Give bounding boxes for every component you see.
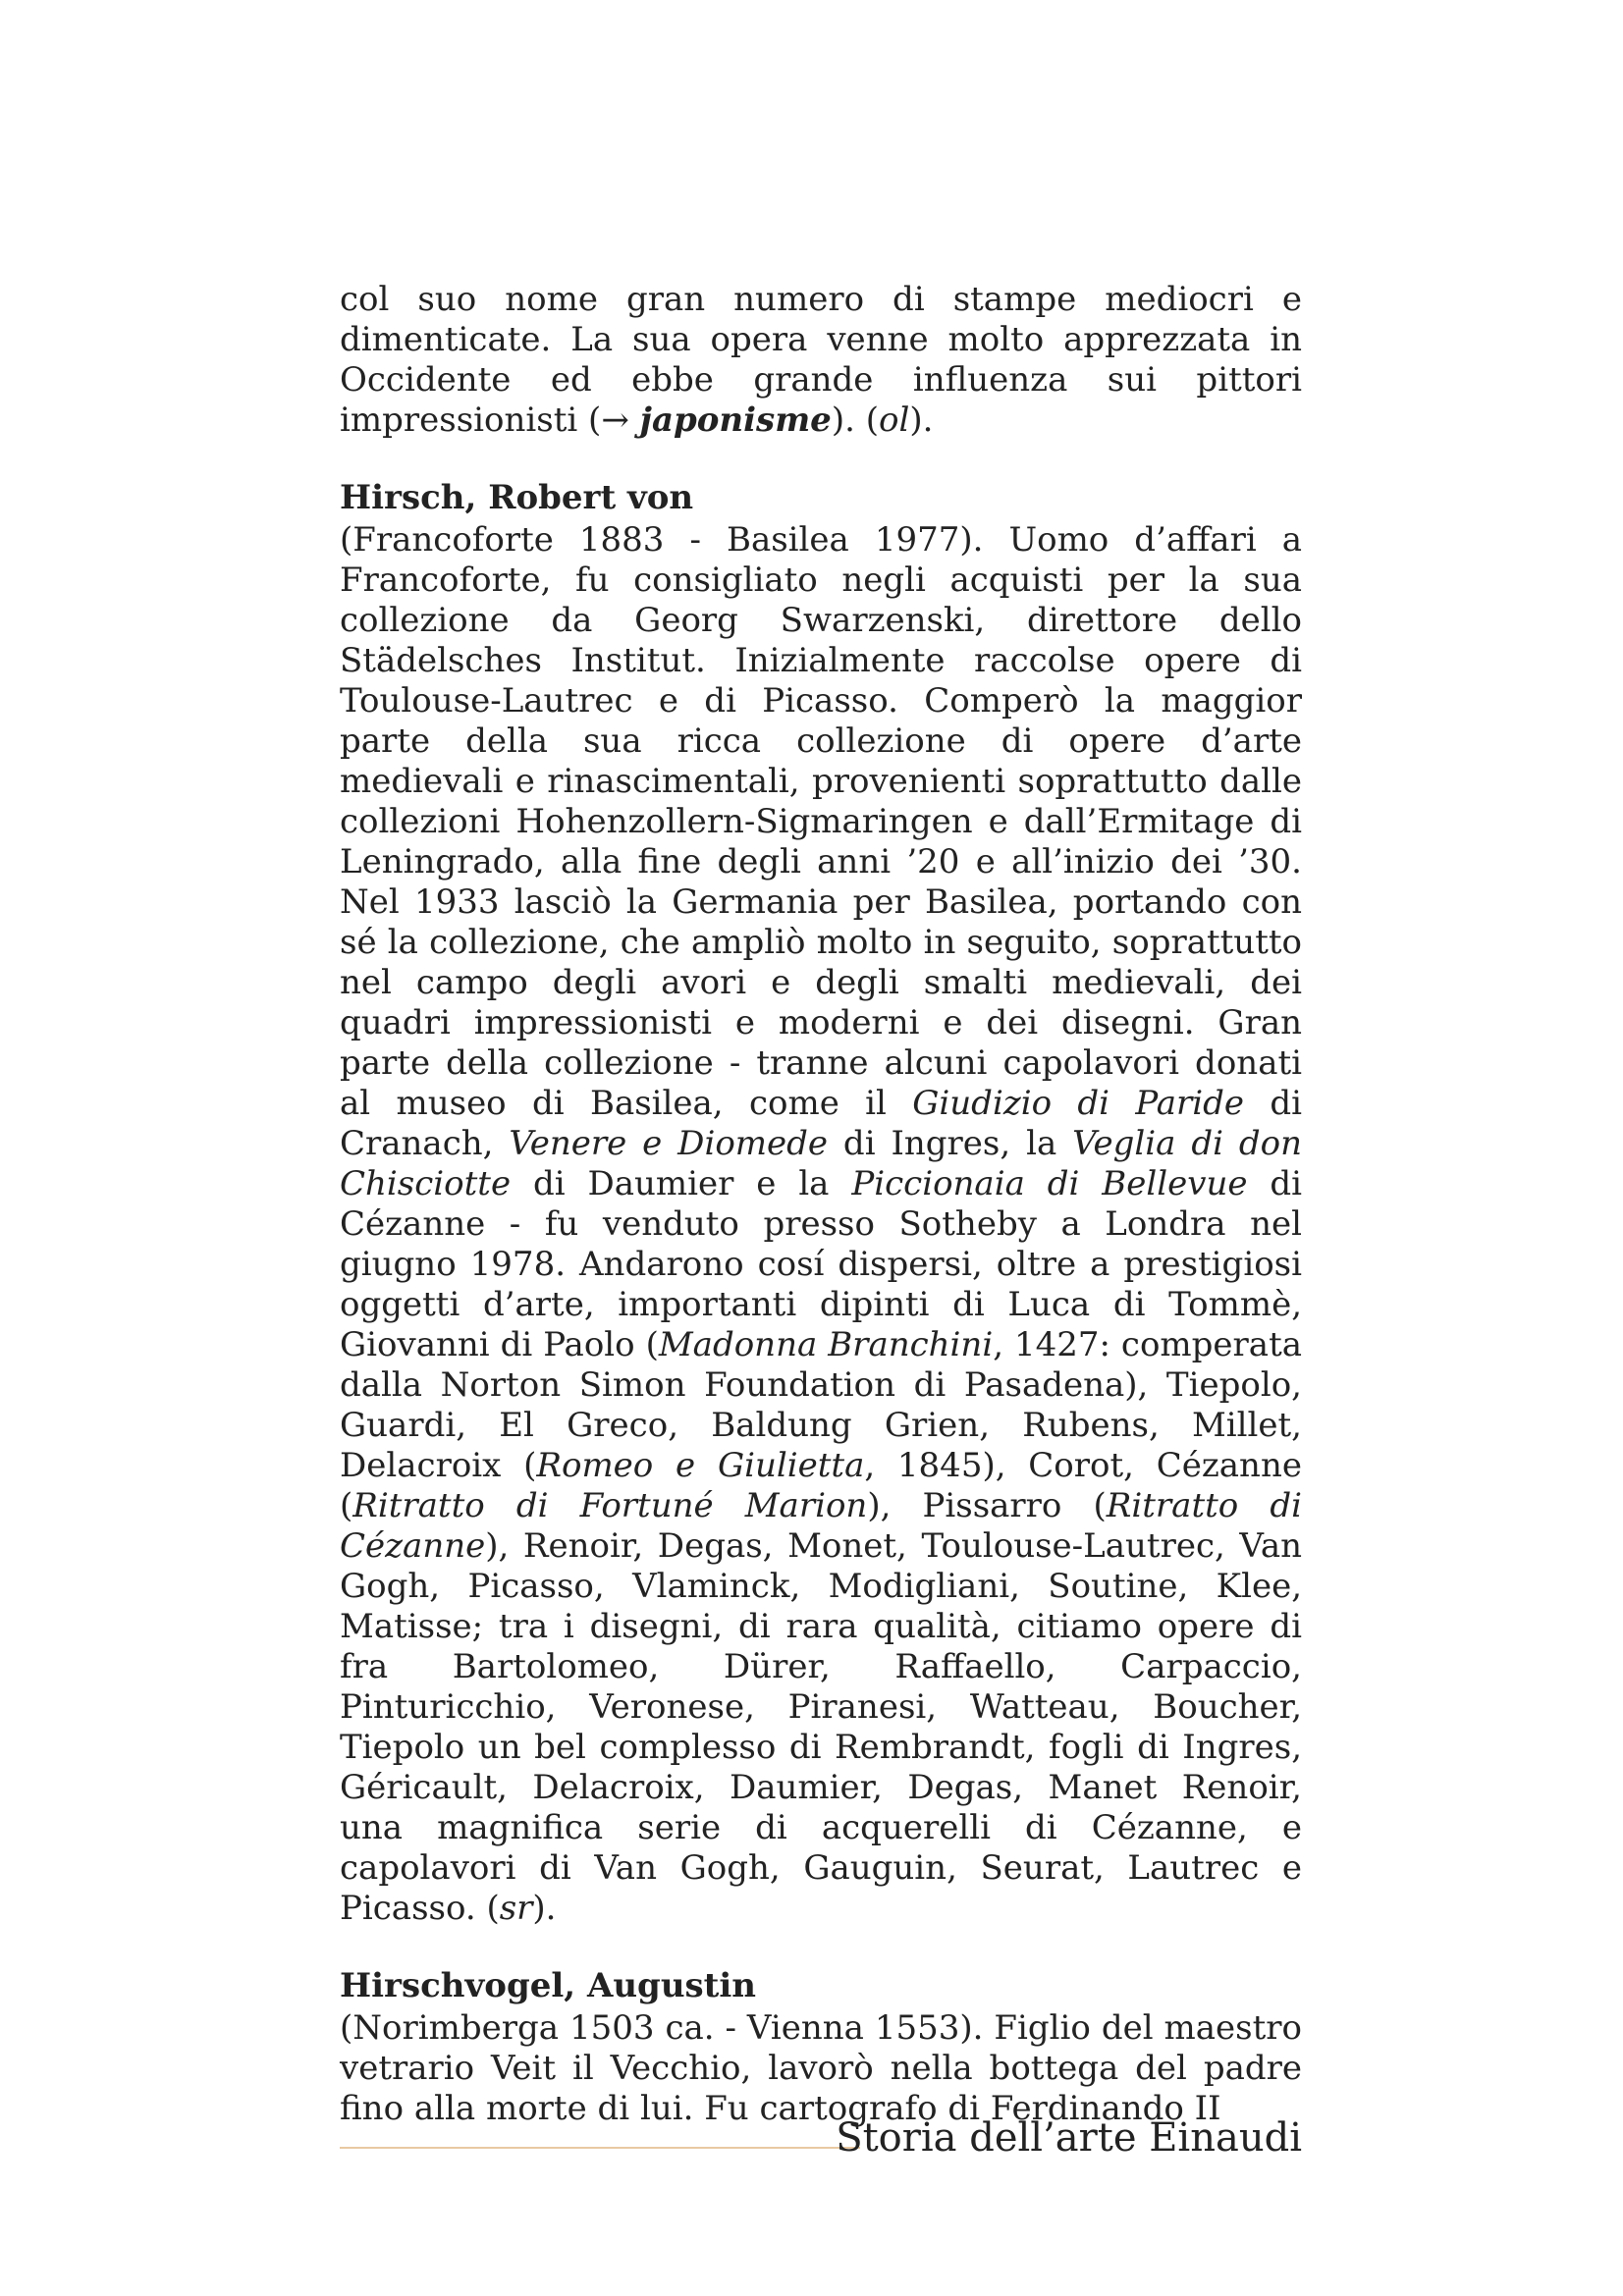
artwork-title: Ritratto di Fortuné Marion	[352, 1486, 868, 1525]
intro-paragraph: col suo nome gran numero di stampe mediocri e dimenticate. La sua opera venne molto apprezzata in Occidente ed ebbe grande influenza sui pittori impressionisti (→ japonisme). (ol).	[340, 280, 1302, 440]
artwork-title: Ritratto di Cézanne	[340, 1486, 1302, 1566]
artwork-title: Madonna Branchini	[658, 1325, 994, 1364]
entry-title-hirschvogel: Hirschvogel, Augustin	[340, 1966, 757, 2005]
entry-title-hirsch: Hirsch, Robert von	[340, 478, 694, 517]
arrow-icon: →	[601, 400, 629, 440]
author-initials: sr	[499, 1889, 533, 1928]
artwork-title: Romeo e Giulietta	[536, 1446, 865, 1485]
entry-body-hirschvogel: (Norimberga 1503 ca. - Vienna 1553). Figlio del maestro vetrario Veit il Vecchio, lavorò nella bottega del padre fino alla morte di lui. Fu cartografo di Ferdinando II	[340, 2008, 1302, 2128]
author-initials: ol	[878, 400, 910, 440]
artwork-title: Veglia di don Chisciotte	[340, 1124, 1302, 1203]
artwork-title: Piccionaia di Bellevue	[851, 1164, 1248, 1203]
footer-rule	[340, 2147, 860, 2149]
entry-body-hirsch: (Francoforte 1883 - Basilea 1977). Uomo d’affari a Francoforte, fu consigliato negli acquisti per la sua collezione da Georg Swarzenski, direttore dello Städelsches Institut. Inizialmente raccolse opere di Toulouse-Lautrec e di Picasso. Comperò la maggior parte della sua ricca collezione di opere d’arte medievali e rinascimentali, provenienti soprattutto dalle collezioni Hohenzollern-Sigmaringen e dall’Ermitage di Leningrado, alla fine degli anni ’20 e all’inizio dei ’30. Nel 1933 lasciò la Germania per Basilea, portando con sé la collezione, che ampliò molto in seguito, soprattutto nel campo degli avori e degli smalti medievali, dei quadri impressionisti e moderni e dei disegni. Gran parte della collezione - tranne alcuni capolavori donati al museo di Basilea, come il Giudizio di Paride di Cranach, Venere e Diomede di Ingres, la Veglia di don Chisciotte di Daumier e la Piccionaia di Bellevue di Cézanne - fu venduto presso Sotheby a Londra nel giugno 1978. Andarono cosí dispersi, oltre a prestigiosi oggetti d’arte, importanti dipinti di Luca di Tommè, Giovanni di Paolo (Madonna Branchini, 1427: comperata dalla Norton Simon Foundation di Pasadena), Tiepolo, Guardi, El Greco, Baldung Grien, Rubens, Millet, Delacroix (Romeo e Giulietta, 1845), Corot, Cézanne (Ritratto di Fortuné Marion), Pissarro (Ritratto di Cézanne), Renoir, Degas, Monet, Toulouse-Lautrec, Van Gogh, Picasso, Vlaminck, Modigliani, Soutine, Klee, Matisse; tra i disegni, di rara qualità, citiamo opere di fra Bartolomeo, Dürer, Raffaello, Carpaccio, Pinturicchio, Veronese, Piranesi, Watteau, Boucher, Tiepolo un bel complesso di Rembrandt, fogli di Ingres, Géricault, Delacroix, Daumier, Degas, Manet Renoir, una magnifica serie di acquerelli di Cézanne, e capolavori di Van Gogh, Gauguin, Seurat, Lautrec e Picasso. (sr).	[340, 520, 1303, 1928]
footer-title: Storia dell’arte Einaudi	[836, 2115, 1302, 2161]
artwork-title: Giudizio di Paride	[912, 1084, 1245, 1123]
page-content	[340, 280, 1302, 2129]
cross-reference-link[interactable]: japonisme	[639, 400, 832, 440]
artwork-title: Venere e Diomede	[509, 1124, 829, 1163]
page-footer	[340, 2115, 1302, 2174]
